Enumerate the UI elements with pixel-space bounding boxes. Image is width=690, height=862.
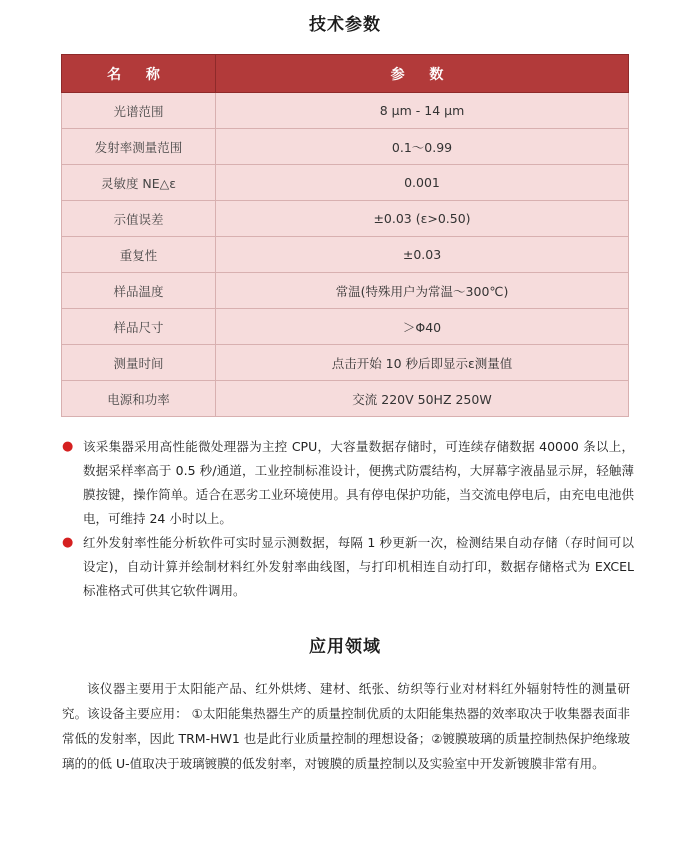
param-value: ±0.03 [216, 237, 629, 273]
table-row [62, 201, 629, 237]
param-value: 点击开始 10 秒后即显示ε测量值 [216, 345, 629, 381]
param-name: 样品尺寸 [62, 309, 216, 345]
table-row [62, 237, 629, 273]
list-item-text: 该采集器采用高性能微处理器为主控 CPU，大容量数据存储时，可连续存储数据 40000 条以上，数据采样率高于 0.5 秒/通道，工业控制标准设计，便携式防震结构，大屏幕字液晶显示屏，轻触薄膜按键，操作简单。适合在恶劣工业环境使用。具有停电保护功能，当交流电停电后，由充电电池供电，可维持 24 小时以上。 [83, 439, 634, 526]
application-paragraph: 该仪器主要用于太阳能产品、红外烘烤、建材、纸张、纺织等行业对材料红外辐射特性的测量研究。该设备主要应用： ①太阳能集热器生产的质量控制优质的太阳能集热器的效率取决于收集器表面非常低的发射率，因此 TRM-HW1 也是此行业质量控制的理想设备；②镀膜玻璃的质量控制热保护绝缘玻璃的的低 U-值取决于玻璃镀膜的低发射率，对镀膜的质量控制以及实验室中开发新镀膜非常有用。 [62, 681, 630, 771]
column-header-name: 名 称 [62, 55, 216, 93]
param-value: 8 μm - 14 μm [216, 93, 629, 129]
table-row [62, 309, 629, 345]
param-name: 灵敏度 NE△ε [62, 165, 216, 201]
table-row [62, 129, 629, 165]
table-row [62, 273, 629, 309]
page-title: 技术参数 [309, 15, 381, 35]
param-name: 测量时间 [62, 345, 216, 381]
table-row [62, 165, 629, 201]
red-dot-icon: ● [62, 535, 74, 550]
param-value: 常温(特殊用户为常温～300℃) [216, 273, 629, 309]
list-item [62, 531, 634, 603]
param-name: 重复性 [62, 237, 216, 273]
column-header-value: 参 数 [216, 55, 629, 93]
table-row [62, 381, 629, 417]
param-value: ＞Φ40 [216, 309, 629, 345]
section-title: 应用领域 [309, 637, 381, 657]
table-header-row [62, 55, 629, 93]
param-name: 发射率测量范围 [62, 129, 216, 165]
param-name: 样品温度 [62, 273, 216, 309]
list-item [62, 435, 634, 531]
feature-list [62, 435, 634, 603]
table-row [62, 93, 629, 129]
param-value: 0.001 [216, 165, 629, 201]
list-item-text: 红外发射率性能分析软件可实时显示测数据，每隔 1 秒更新一次，检测结果自动存储（存时间可以设定)，自动计算并绘制材料红外发射率曲线图，与打印机相连自动打印，数据存储格式为 EXCEL 标准格式可供其它软件调用。 [83, 535, 634, 598]
table-row [62, 345, 629, 381]
param-name: 光谱范围 [62, 93, 216, 129]
param-name: 电源和功率 [62, 381, 216, 417]
param-value: 0.1～0.99 [216, 129, 629, 165]
spec-table [61, 54, 629, 417]
param-value: ±0.03 (ε>0.50) [216, 201, 629, 237]
red-dot-icon: ● [62, 439, 74, 454]
param-value: 交流 220V 50HZ 250W [216, 381, 629, 417]
param-name: 示值误差 [62, 201, 216, 237]
